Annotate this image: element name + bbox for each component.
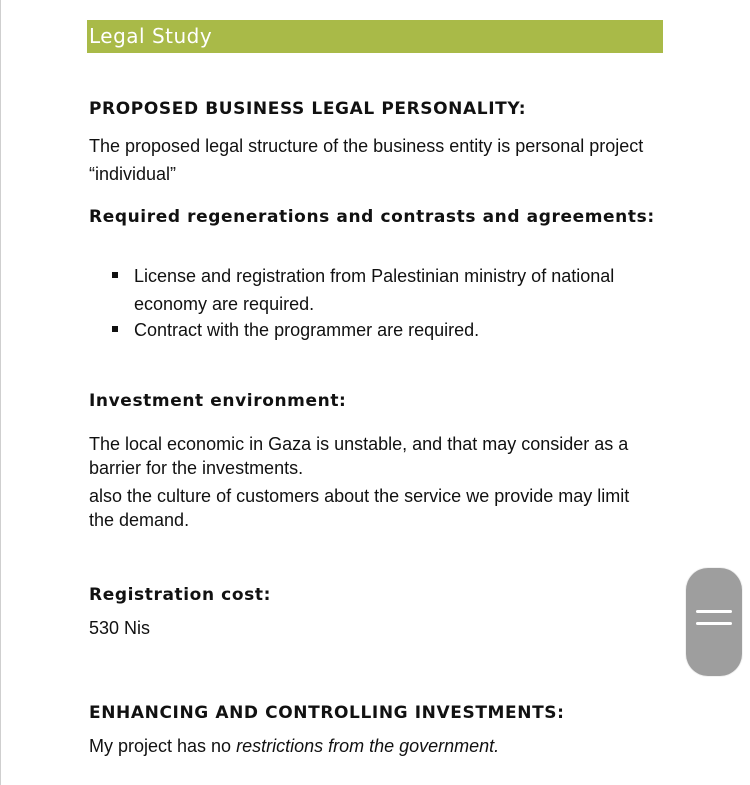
heading-requirements: Required regenerations and contrasts and agreements: <box>89 207 655 227</box>
banner-title: Legal Study <box>89 24 213 48</box>
list-item <box>110 316 670 344</box>
section-banner <box>87 20 663 53</box>
investment-environment-line-4: the demand. <box>89 510 190 530</box>
registration-cost-value: 530 Nis <box>89 618 151 638</box>
requirements-item-2-line-1: Contract with the programmer are required. <box>134 320 480 340</box>
investment-environment-line-2: barrier for the investments. <box>89 458 304 478</box>
heading-legal-personality: PROPOSED BUSINESS LEGAL PERSONALITY: <box>89 99 527 119</box>
enhancing-text-italic: restrictions from the government. <box>236 736 500 756</box>
enhancing-text-plain: My project has no <box>89 736 237 756</box>
heading-registration-cost: Registration cost: <box>89 585 271 605</box>
investment-environment-line-1: The local economic in Gaza is unstable, and that may consider as a <box>89 434 629 454</box>
bullet-square-icon <box>112 272 118 278</box>
scroll-handle[interactable] <box>686 568 742 676</box>
enhancing-investments-text <box>89 732 499 760</box>
investment-environment-line-3: also the culture of customers about the service we provide may limit <box>89 486 630 506</box>
heading-enhancing-investments: ENHANCING AND CONTROLLING INVESTMENTS: <box>89 703 565 723</box>
drag-handle-icon <box>696 610 732 630</box>
requirements-item-1-line-1: License and registration from Palestinian ministry of national <box>134 266 615 286</box>
legal-personality-line-2: “individual” <box>89 164 177 184</box>
bullet-square-icon <box>112 326 118 332</box>
legal-personality-line-1: The proposed legal structure of the business entity is personal project <box>89 136 644 156</box>
list-item <box>110 262 670 318</box>
requirements-item-1-line-2: economy are required. <box>134 294 315 314</box>
requirements-list <box>110 262 670 344</box>
heading-investment-environment: Investment environment: <box>89 391 347 411</box>
